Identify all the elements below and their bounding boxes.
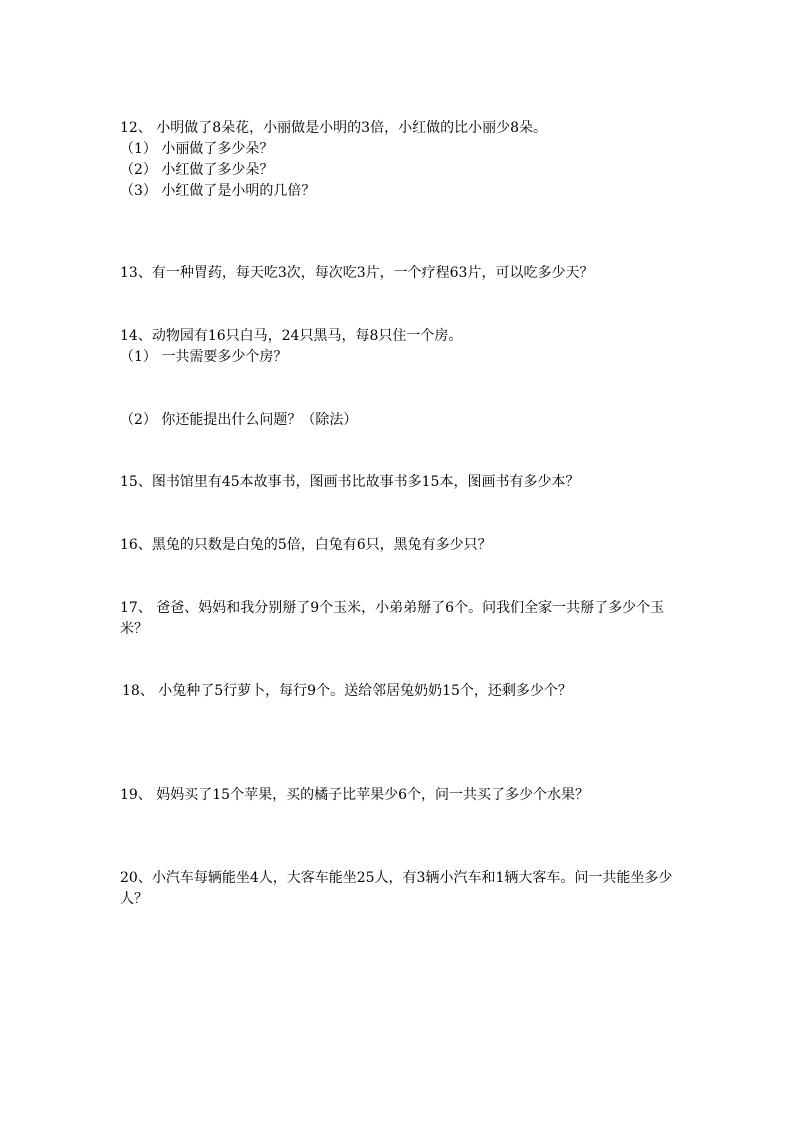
question-14-sub-1: （1） 一共需要多少个房？ [120, 349, 288, 365]
question-17: 17、 爸爸、妈妈和我分别掰了9个玉米，小弟弟掰了6个。问我们全家一共掰了多少个玉米？ [120, 600, 665, 637]
question-14: 14、动物园有16只白马，24只黑马，每8只住一个房。 [120, 328, 463, 344]
question-12: 12、 小明做了8朵花，小丽做是小明的3倍，小红做的比小丽少8朵。 [120, 120, 547, 136]
question-19: 19、 妈妈买了15个苹果，买的橘子比苹果少6个，问一共买了多少个水果？ [120, 787, 589, 803]
question-16: 16、黑兔的只数是白兔的5倍，白兔有6只，黑兔有多少只？ [120, 537, 492, 553]
question-18: 18、 小兔种了5行萝卜，每行9个。送给邻居兔奶奶15个，还剩多少个？ [122, 683, 572, 699]
question-20: 20、小汽车每辆能坐4人，大客车能坐25人，有3辆小汽车和1辆大客车。问一共能坐多少人？ [120, 870, 673, 907]
question-12-sub-1: （1） 小丽做了多少朵？ [120, 141, 274, 157]
question-13: 13、有一种胃药，每天吃3次，每次吃3片，一个疗程63片，可以吃多少天？ [120, 265, 594, 281]
question-12-sub-3: （3） 小红做了是小明的几倍？ [120, 183, 316, 199]
question-15: 15、图书馆里有45本故事书，图画书比故事书多15本，图画书有多少本？ [120, 474, 580, 490]
question-14-sub-2: （2） 你还能提出什么问题？（除法） [120, 412, 358, 428]
question-12-sub-2: （2） 小红做了多少朵？ [120, 162, 274, 178]
